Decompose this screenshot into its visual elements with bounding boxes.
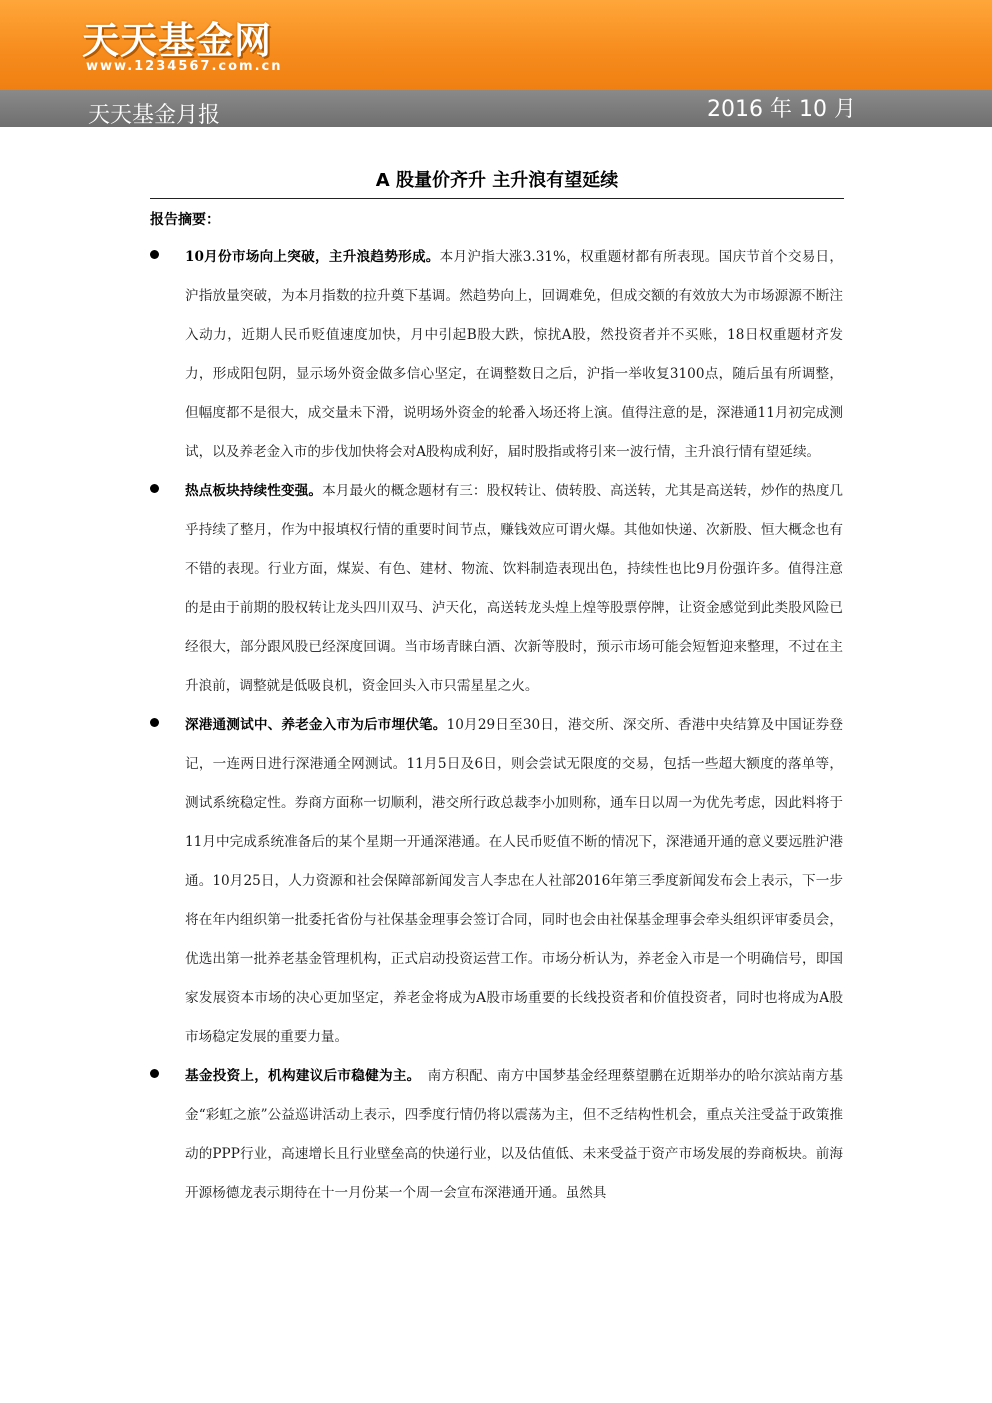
summary-heading: 深港通测试中、养老金入市为后市埋伏笔。 (185, 717, 447, 733)
bullet-icon (150, 1069, 159, 1078)
bullet-icon (150, 250, 159, 259)
summary-item (0, 472, 843, 706)
summary-paragraph (185, 238, 843, 472)
site-logo[interactable]: 天天基金网 (82, 19, 272, 62)
summary-body: 本月最火的概念题材有三：股权转让、债转股、高送转，尤其是高送转，炒作的热度几乎持续了整月，作为中报填权行情的重要时间节点，赚钱效应可谓火爆。其他如快递、次新股、恒大概念也有不错的表现。行业方面，煤炭、有色、建材、物流、饮料制造表现出色，持续性也比9月份强许多。值得注意的是由于前期的股权转让龙头四川双马、泸天化，高送转龙头煌上煌等股票停牌，让资金感觉到此类股风险已经很大，部分跟风股已经深度回调。当市场青睐白酒、次新等股时，预示市场可能会短暂迎来整理，不过在主升浪前，调整就是低吸良机，资金回头入市只需星星之火。 (185, 483, 843, 694)
summary-item (0, 238, 843, 472)
summary-heading: 基金投资上，机构建议后市稳健为主。 (185, 1068, 414, 1084)
site-url[interactable]: www.1234567.com.cn (86, 59, 283, 74)
bullet-icon (150, 484, 159, 493)
summary-label: 报告摘要： (150, 212, 220, 228)
summary-list (0, 238, 992, 1213)
summary-body: 南方积配、南方中国梦基金经理蔡望鹏在近期举办的哈尔滨站南方基金“彩虹之旅”公益巡讲活动上表示，四季度行情仍将以震荡为主，但不乏结构性机会，重点关注受益于政策推动的PPP行业，高速增长且行业壁垒高的快递行业，以及估值低、未来受益于资产市场发展的券商板块。前海开源杨德龙表示期待在十一月份某一个周一会宣布深港通开通。虽然具 (185, 1068, 844, 1201)
summary-item (0, 706, 843, 1057)
summary-heading: 热点板块持续性变强。 (185, 483, 323, 499)
report-name: 天天基金月报 (88, 103, 221, 128)
document-title: A 股量价齐升 主升浪有望延续 (375, 170, 619, 191)
report-date: 2016 年 10 月 (707, 97, 856, 122)
summary-item (0, 1057, 843, 1213)
summary-paragraph (185, 706, 843, 1057)
summary-body: 本月沪指大涨3.31%，权重题材都有所表现。国庆节首个交易日，沪指放量突破，为本月指数的拉升奠下基调。然趋势向上，回调难免，但成交额的有效放大为市场源源不断注入动力，近期人民币贬值速度加快，月中引起B股大跌，惊扰A股，然投资者并不买账，18日权重题材齐发力，形成阳包阴，显示场外资金做多信心坚定，在调整数日之后，沪指一举收复3100点，随后虽有所调整，但幅度都不是很大，成交量未下滑，说明场外资金的轮番入场还将上演。值得注意的是，深港通11月初完成测试，以及养老金入市的步伐加快将会对A股构成利好，届时股指或将引来一波行情，主升浪行情有望延续。 (185, 249, 844, 460)
summary-heading: 10月份市场向上突破，主升浪趋势形成。 (185, 249, 440, 265)
summary-body: 10月29日至30日，港交所、深交所、香港中央结算及中国证券登记，一连两日进行深港通全网测试。11月5日及6日，则会尝试无限度的交易，包括一些超大额度的落单等，测试系统稳定性。券商方面称一切顺利，港交所行政总裁李小加则称，通车日以周一为优先考虑，因此料将于11月中完成系统准备后的某个星期一开通深港通。在人民币贬值不断的情况下，深港通开通的意义要远胜沪港通。10月25日，人力资源和社会保障部新闻发言人李忠在人社部2016年第三季度新闻发布会上表示，下一步将在年内组织第一批委托省份与社保基金理事会签订合同，同时也会由社保基金理事会牵头组织评审委员会，优选出第一批养老基金管理机构，正式启动投资运营工作。市场分析认为，养老金入市是一个明确信号，即国家发展资本市场的决心更加坚定，养老金将成为A股市场重要的长线投资者和价值投资者，同时也将成为A股市场稳定发展的重要力量。 (185, 717, 843, 1045)
title-divider (150, 198, 844, 199)
summary-paragraph (185, 472, 843, 706)
summary-paragraph (185, 1057, 843, 1213)
bullet-icon (150, 718, 159, 727)
